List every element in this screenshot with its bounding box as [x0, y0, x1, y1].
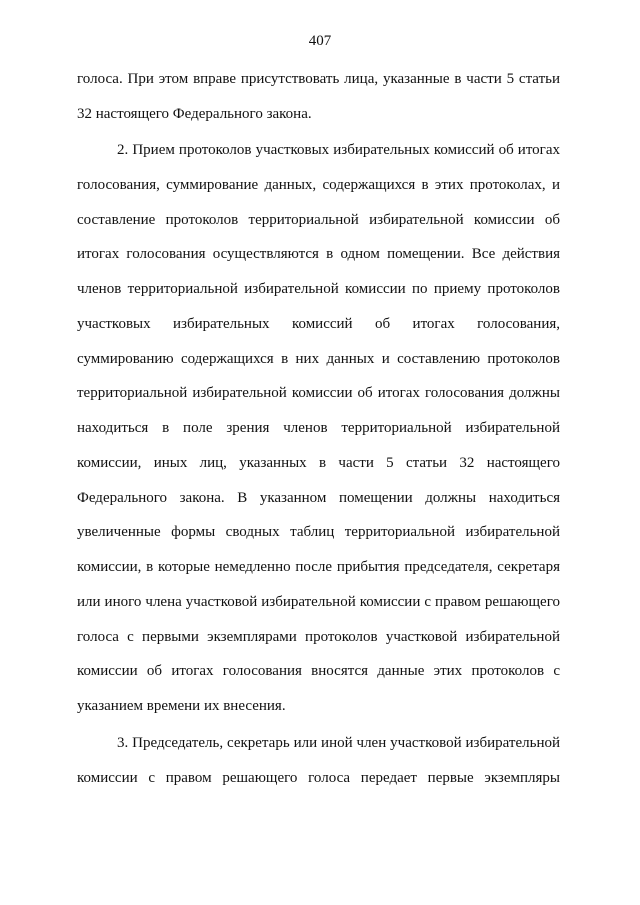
text-line: территориальной избирательной комиссии об итогах голосования должны [77, 385, 560, 401]
text-line: увеличенные формы сводных таблиц территориальной избирательной [77, 524, 560, 540]
text-line: комиссии с правом решающего голоса передает первые экземпляры [77, 770, 560, 786]
text-line: итогах голосования осуществляются в одном помещении. Все действия [77, 246, 560, 262]
text-line: 3. Председатель, секретарь или иной член участковой избирательной [117, 735, 560, 751]
text-line: Федерального закона. В указанном помещении должны находиться [77, 490, 560, 506]
text-line: комиссии, в которые немедленно после прибытия председателя, секретаря [77, 559, 560, 575]
text-line: членов территориальной избирательной комиссии по приему протоколов [77, 281, 560, 297]
text-line: комиссии, иных лиц, указанных в части 5 статьи 32 настоящего [77, 455, 560, 471]
text-line: голоса с первыми экземплярами протоколов участковой избирательной [77, 629, 560, 645]
text-line: участковых избирательных комиссий об итогах голосования, [77, 316, 560, 332]
text-line: 32 настоящего Федерального закона. [77, 106, 312, 122]
text-line: 2. Прием протоколов участковых избирательных комиссий об итогах [117, 142, 560, 158]
text-line: составление протоколов территориальной избирательной комиссии об [77, 212, 560, 228]
text-line: или иного члена участковой избирательной комиссии с правом решающего [77, 594, 560, 610]
text-line: указанием времени их внесения. [77, 698, 286, 714]
page-number: 407 [308, 33, 332, 49]
text-line: суммированию содержащихся в них данных и составлению протоколов [77, 351, 560, 367]
text-line: находиться в поле зрения членов территориальной избирательной [77, 420, 560, 436]
text-line: комиссии об итогах голосования вносятся данные этих протоколов с [77, 663, 560, 679]
text-line: голоса. При этом вправе присутствовать лица, указанные в части 5 статьи [77, 71, 560, 87]
text-line: голосования, суммирование данных, содержащихся в этих протоколах, и [77, 177, 560, 193]
